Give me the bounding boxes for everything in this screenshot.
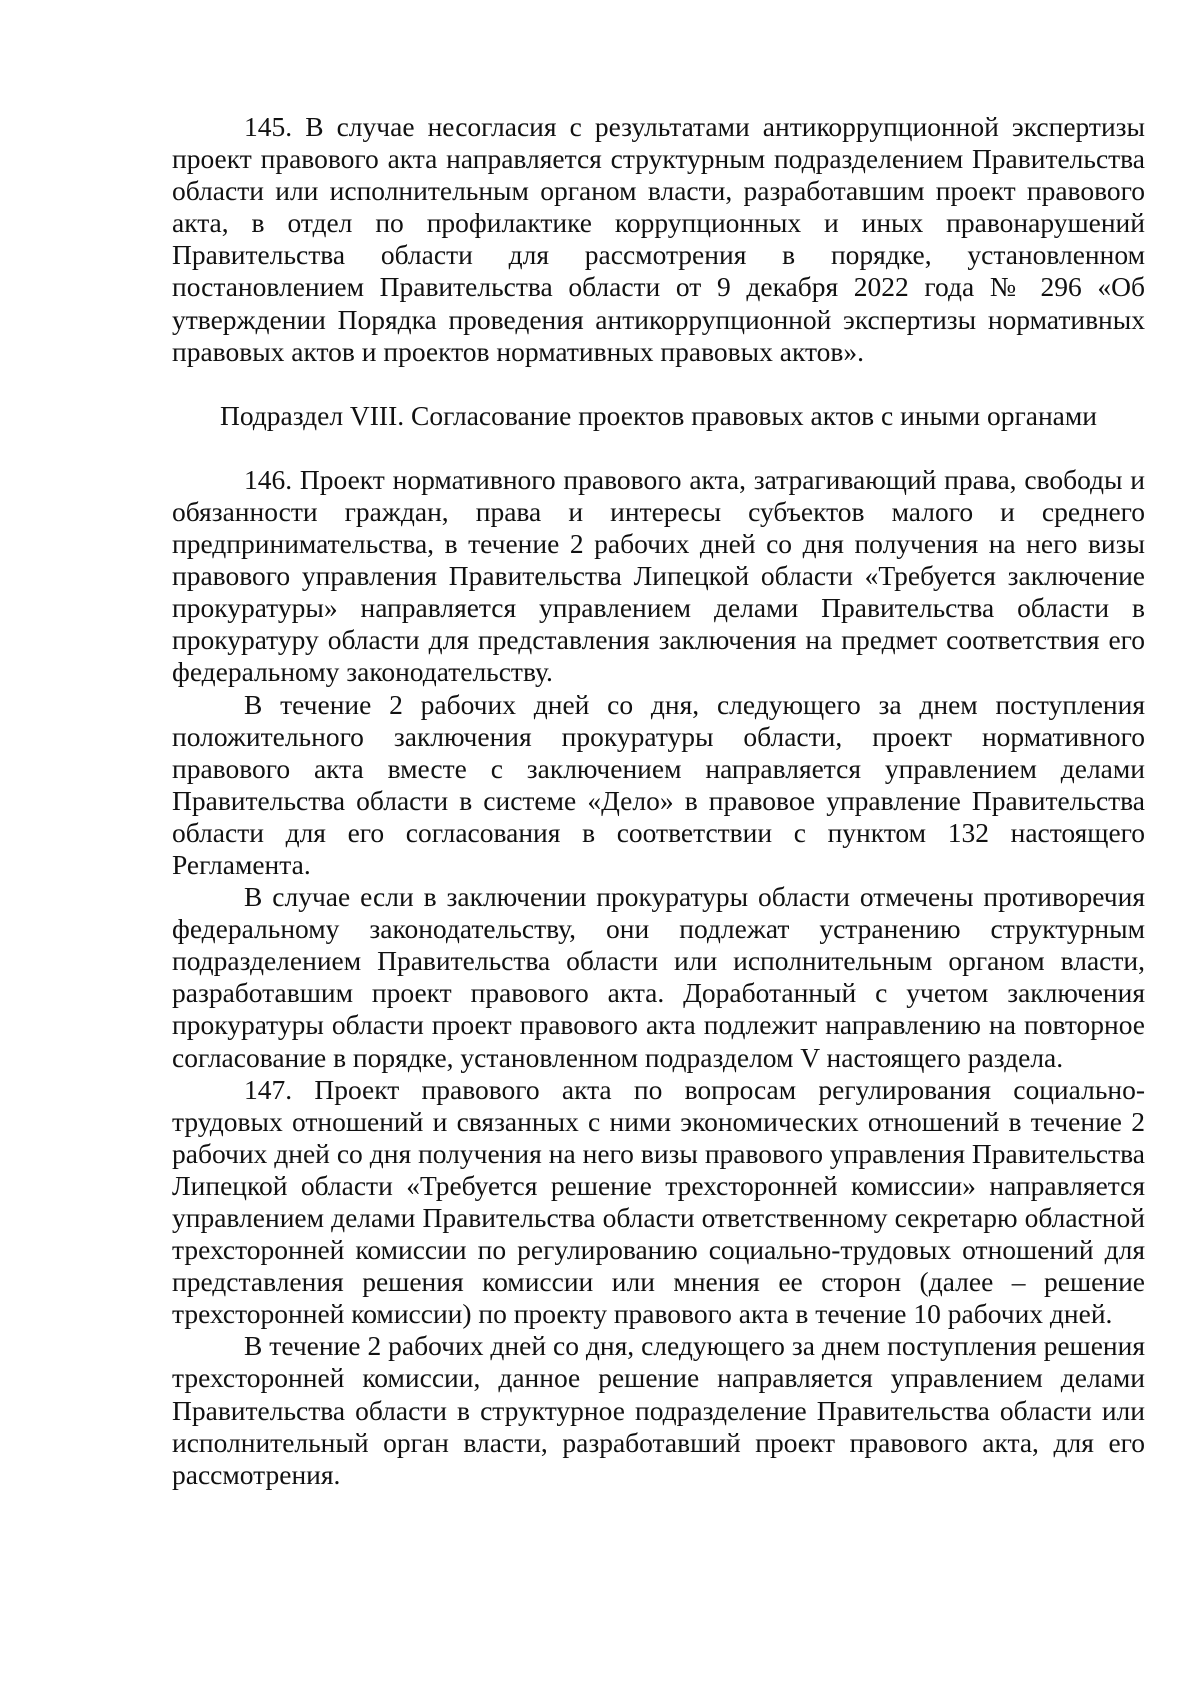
spacer xyxy=(172,368,1145,400)
paragraph-146: 146. Проект нормативного правового акта, затрагивающий права, свободы и обязанности граждан, права и интересы субъектов малого и среднего предпринимательства, в течение 2 рабочих дней со дня получения на него визы правового управления Правительства Липецкой области «Требуется заключение прокуратуры» направляется управлением делами Правительства области в прокуратуру области для представления заключения на предмет соответствия его федеральному законодательству. xyxy=(172,463,1145,688)
paragraph-145: 145. В случае несогласия с результатами антикоррупционной экспертизы проект правового акта направляется структурным подразделением Правительства области или исполнительным органом власти, разработавшим проект правового акта, в отдел по профилактике коррупционных и иных правонарушений Правительства области для рассмотрения в порядке, установленном постановлением Правительства области от 9 декабря 2022 года № 296 «Об утверждении Порядка проведения антикоррупционной экспертизы нормативных правовых актов и проектов нормативных правовых актов». xyxy=(172,111,1145,367)
document-page xyxy=(172,111,1145,1491)
spacer xyxy=(172,432,1145,464)
paragraph-147: 147. Проект правового акта по вопросам регулирования социально-трудовых отношений и связанных с ними экономических отношений в течение 2 рабочих дней со дня получения на него визы правового управления Правительства Липецкой области «Требуется решение трехсторонней комиссии» направляется управлением делами Правительства области ответственному секретарю областной трехсторонней комиссии по регулированию социально-трудовых отношений для представления решения комиссии или мнения ее сторон (далее – решение трехсторонней комиссии) по проекту правового акта в течение 10 рабочих дней. xyxy=(172,1073,1145,1330)
paragraph-146-part-2: В течение 2 рабочих дней со дня, следующего за днем поступления положительного заключения прокуратуры области, проект нормативного правового акта вместе с заключением направляется управлением делами Правительства области в системе «Дело» в правовое управление Правительства области для его согласования в соответствии с пунктом 132 настоящего Регламента. xyxy=(172,688,1145,880)
paragraph-147-part-2: В течение 2 рабочих дней со дня, следующего за днем поступления решения трехсторонней комиссии, данное решение направляется управлением делами Правительства области в структурное подразделение Правительства области или исполнительный орган власти, разработавший проект правового акта, для его рассмотрения. xyxy=(172,1330,1145,1490)
subsection-heading: Подраздел VIII. Согласование проектов правовых актов с иными органами xyxy=(219,399,1098,431)
paragraph-146-part-3: В случае если в заключении прокуратуры области отмечены противоречия федеральному законодательству, они подлежат устранению структурным подразделением Правительства области или исполнительным органом власти, разработавшим проект правового акта. Доработанный с учетом заключения прокуратуры области проект правового акта подлежит направлению на повторное согласование в порядке, установленном подразделом V настоящего раздела. xyxy=(172,881,1145,1073)
